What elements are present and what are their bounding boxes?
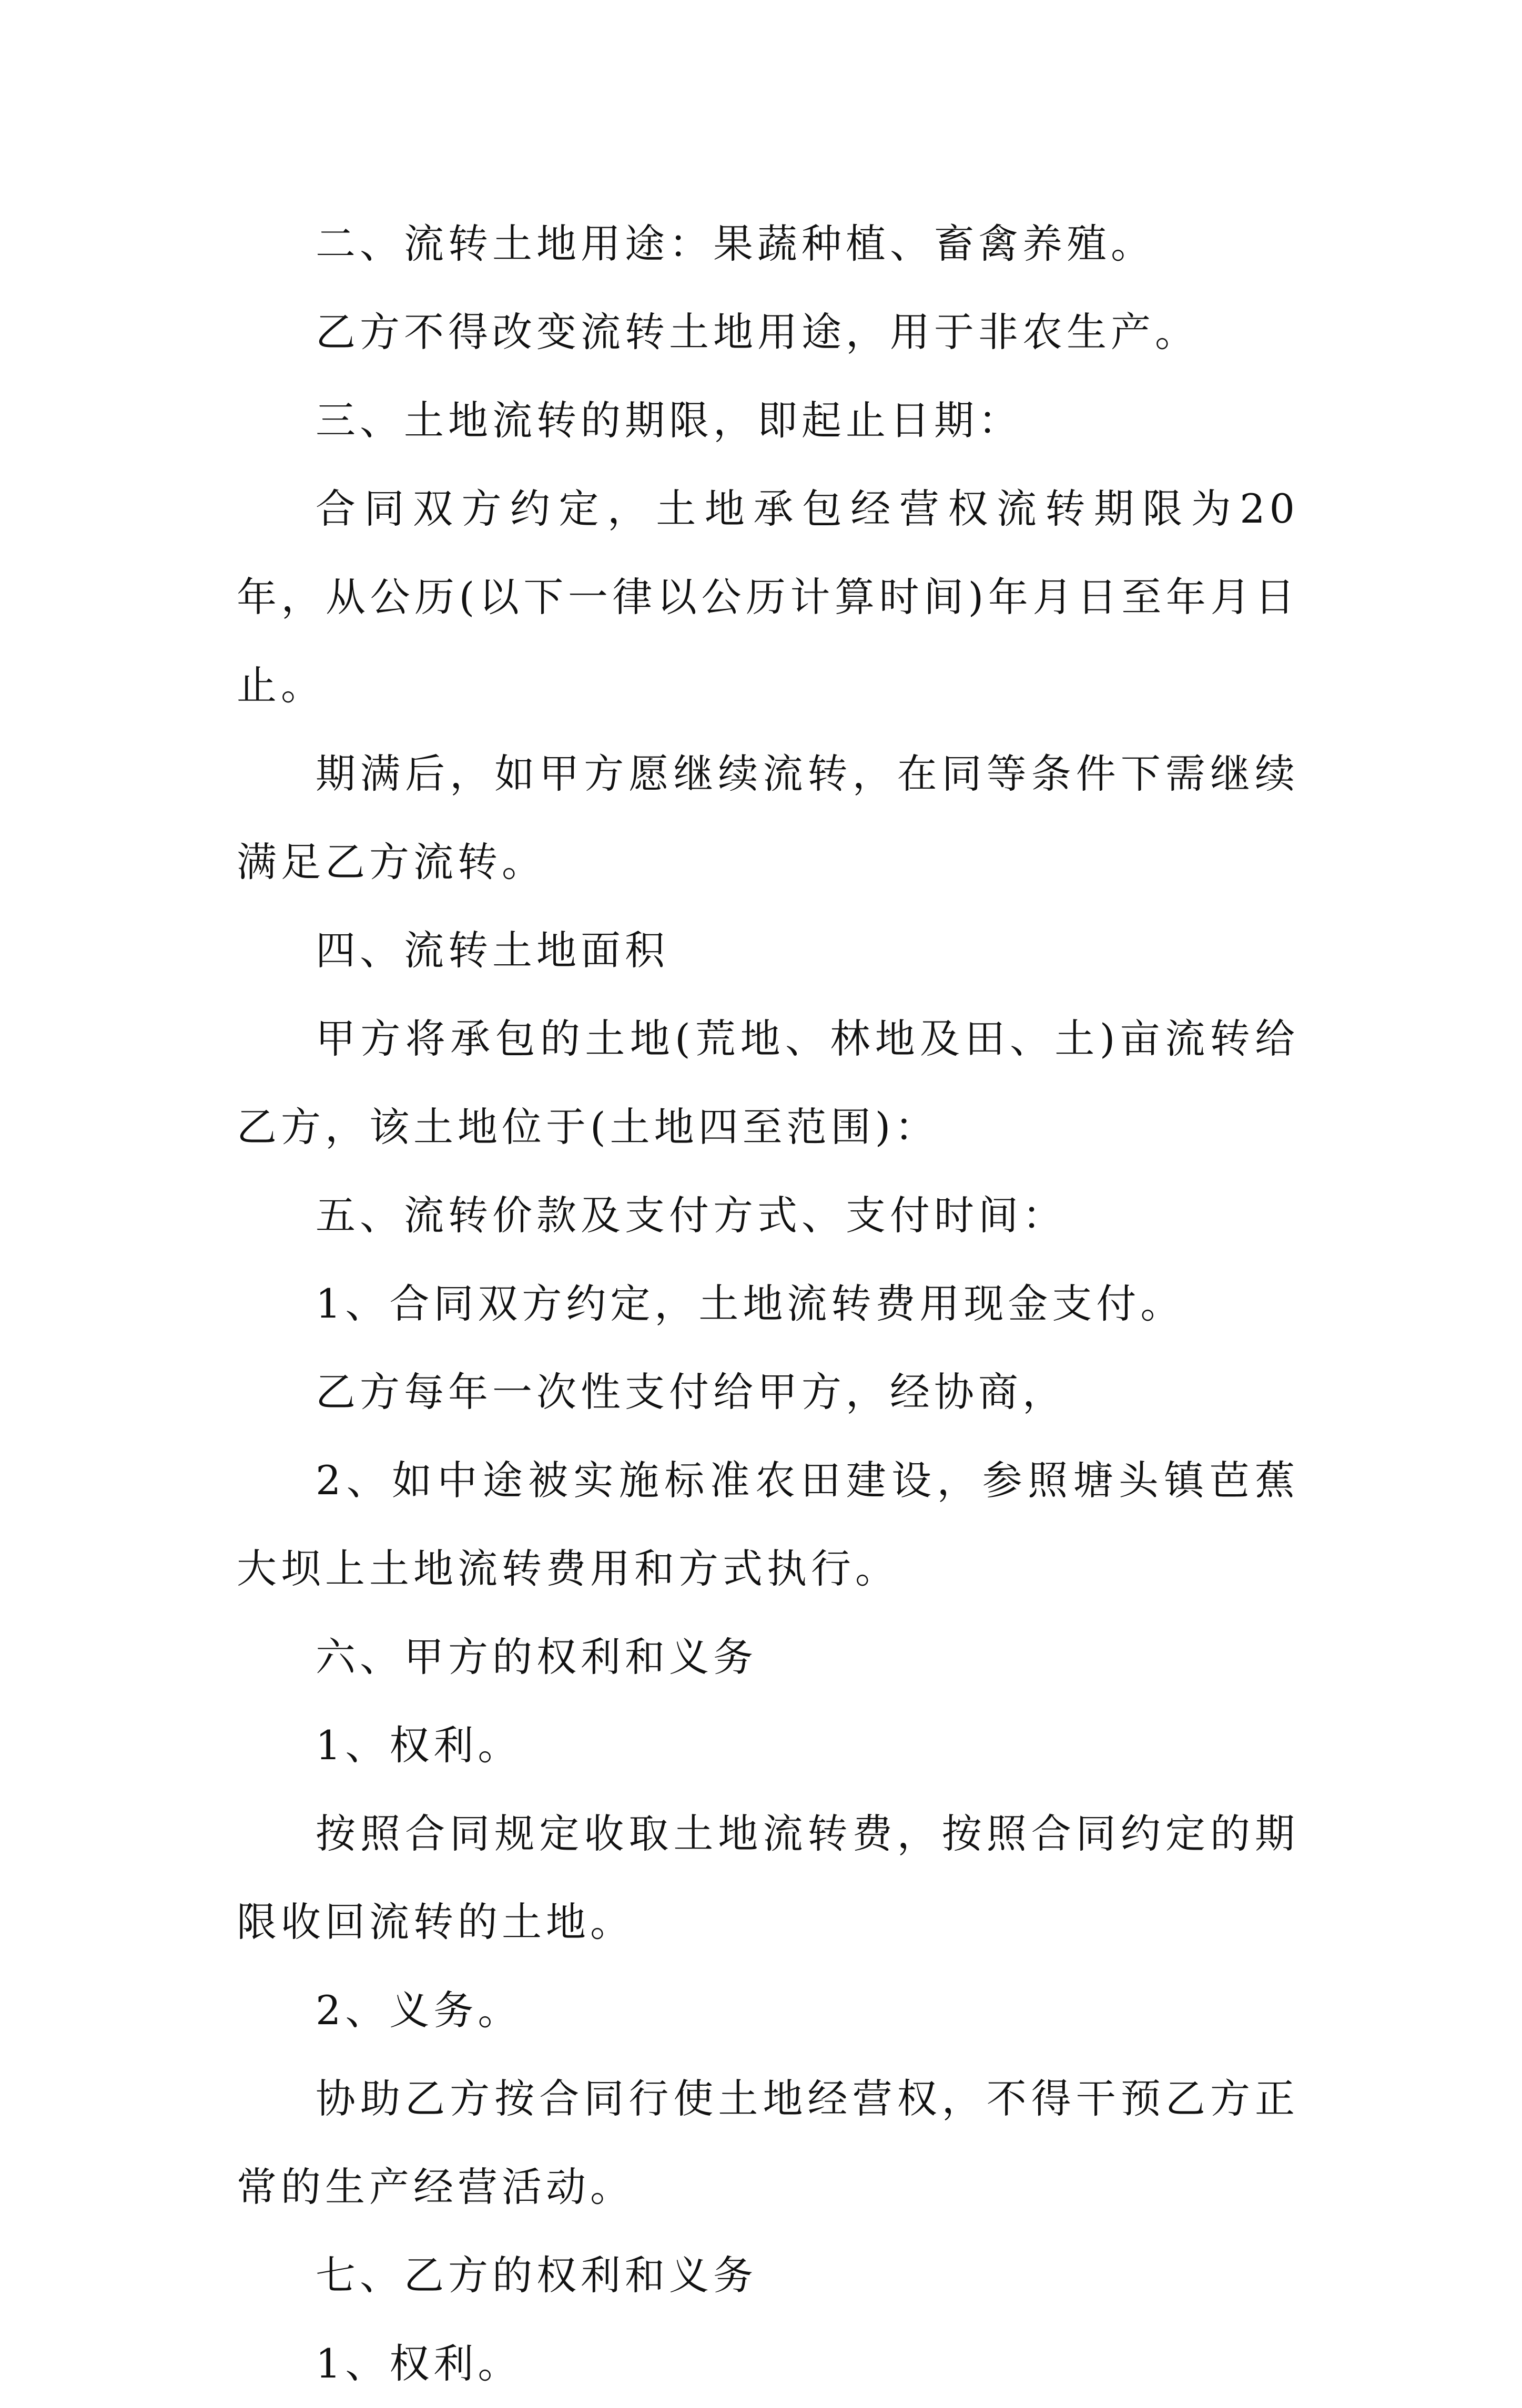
document-body <box>237 200 1299 2408</box>
paragraph-no-change-use: 乙方不得改变流转土地用途，用于非农生产。 <box>316 309 1199 355</box>
paragraph-party-a-heading: 六、甲方的权利和义务 <box>316 1634 757 1680</box>
paragraph-payment-annual: 乙方每年一次性支付给甲方，经协商， <box>316 1369 1067 1415</box>
paragraph-party-a-rights-heading: 1、权利。 <box>316 1722 522 1769</box>
paragraph-payment-reference: 2、如中途被实施标准农田建设，参照塘头镇芭蕉大坝上土地流转费用和方式执行。 <box>237 1457 1299 1592</box>
paragraph-party-a-rights: 按照合同规定收取土地流转费，按照合同约定的期限收回流转的土地。 <box>237 1810 1299 1945</box>
paragraph-party-b-rights-heading: 1、权利。 <box>316 2340 522 2387</box>
paragraph-area-detail: 甲方将承包的土地(荒地、林地及田、土)亩流转给乙方，该土地位于(土地四至范围)： <box>237 1015 1299 1150</box>
paragraph-term-agreement: 合同双方约定，土地承包经营权流转期限为20年，从公历(以下一律以公历计算时间)年月日至年月日止。 <box>237 485 1299 709</box>
paragraph-land-use: 二、流转土地用途：果蔬种植、畜禽养殖。 <box>316 220 1155 267</box>
paragraph-payment-cash: 1、合同双方约定，土地流转费用现金支付。 <box>316 1280 1185 1327</box>
paragraph-payment-heading: 五、流转价款及支付方式、支付时间： <box>316 1192 1067 1239</box>
paragraph-renewal: 期满后，如甲方愿继续流转，在同等条件下需继续满足乙方流转。 <box>237 750 1299 885</box>
paragraph-term-heading: 三、土地流转的期限，即起止日期： <box>316 397 1022 444</box>
paragraph-area-heading: 四、流转土地面积 <box>316 927 669 974</box>
paragraph-party-b-heading: 七、乙方的权利和义务 <box>316 2252 757 2299</box>
paragraph-party-a-duties-heading: 2、义务。 <box>316 1987 522 2034</box>
paragraph-party-a-duties: 协助乙方按合同行使土地经营权，不得干预乙方正常的生产经营活动。 <box>237 2075 1299 2210</box>
